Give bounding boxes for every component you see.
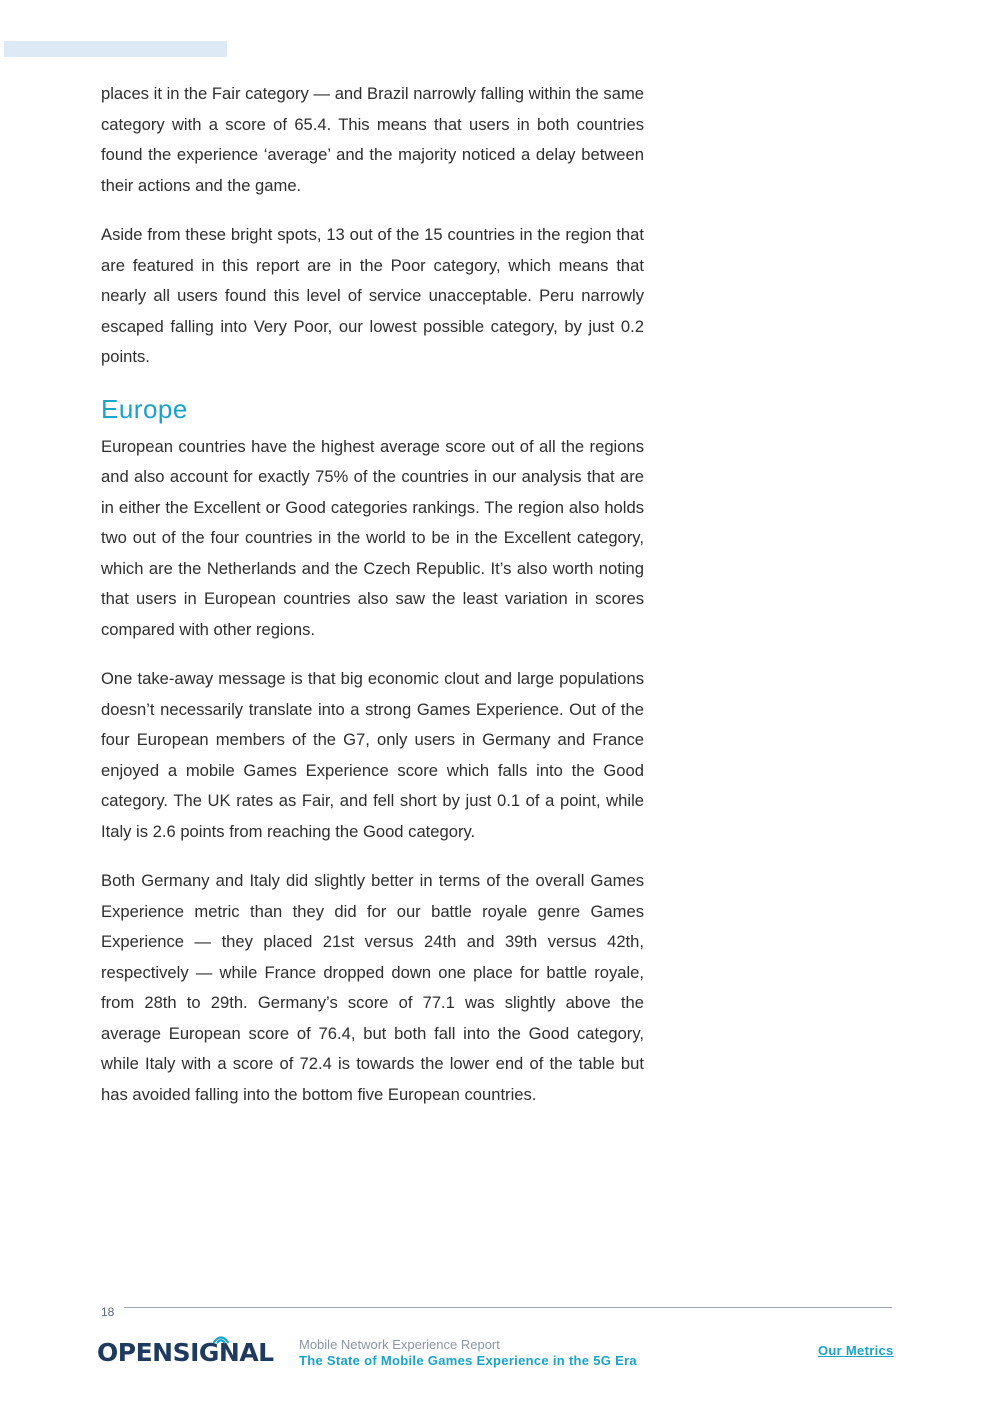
signal-wave-icon: [211, 1332, 231, 1344]
body-paragraph: Aside from these bright spots, 13 out of the 15 countries in the region that are featured in this report are in the Poor category, which means that nearly all users found this level of service unacceptable. Peru narrowly escaped falling into Very Poor, our lowest possible category, by just 0.2 points.: [101, 225, 644, 366]
page-number: 18: [101, 1305, 115, 1319]
footer-divider: [124, 1307, 892, 1308]
section-heading-europe: Europe: [101, 393, 188, 424]
body-paragraph: Both Germany and Italy did slightly better in terms of the overall Games Experience metric than they did for our battle royale genre Games Experience — they placed 21st versus 24th and 39th versus 42th, respectively — while France dropped down one place for battle royale, from 28th to 29th. Germany’s score of 77.1 was slightly above the average European score of 76.4, but both fall into the Good category, while Italy with a score of 72.4 is towards the lower end of the table but has avoided falling into the bottom five European countries.: [101, 871, 644, 1104]
opensignal-logo: [97, 1334, 274, 1368]
top-accent-bar: [4, 41, 227, 57]
body-paragraph: One take-away message is that big economic clout and large populations doesn’t necessarily translate into a strong Games Experience. Out of the four European members of the G7, only users in Germany and France enjoyed a mobile Games Experience score which falls into the Good category. The UK rates as Fair, and fell short by just 0.1 of a point, while Italy is 2.6 points from reaching the Good category.: [101, 669, 644, 841]
body-paragraph: places it in the Fair category — and Brazil narrowly falling within the same category with a score of 65.4. This means that users in both countries found the experience ‘average’ and the majority noticed a delay between their actions and the game.: [101, 84, 644, 195]
report-series: Mobile Network Experience Report: [299, 1337, 500, 1352]
body-paragraph: European countries have the highest average score out of all the regions and also account for exactly 75% of the countries in our analysis that are in either the Excellent or Good categories rankings. The region also holds two out of the four countries in the world to be in the Excellent category, which are the Netherlands and the Czech Republic. It’s also worth noting that users in European countries also saw the least variation in scores compared with other regions.: [101, 436, 644, 639]
report-title: The State of Mobile Games Experience in the 5G Era: [299, 1353, 637, 1368]
our-metrics-link[interactable]: Our Metrics: [818, 1343, 894, 1358]
logo-text: OPENSIGNAL: [97, 1338, 274, 1367]
page-content: [101, 79, 644, 1129]
